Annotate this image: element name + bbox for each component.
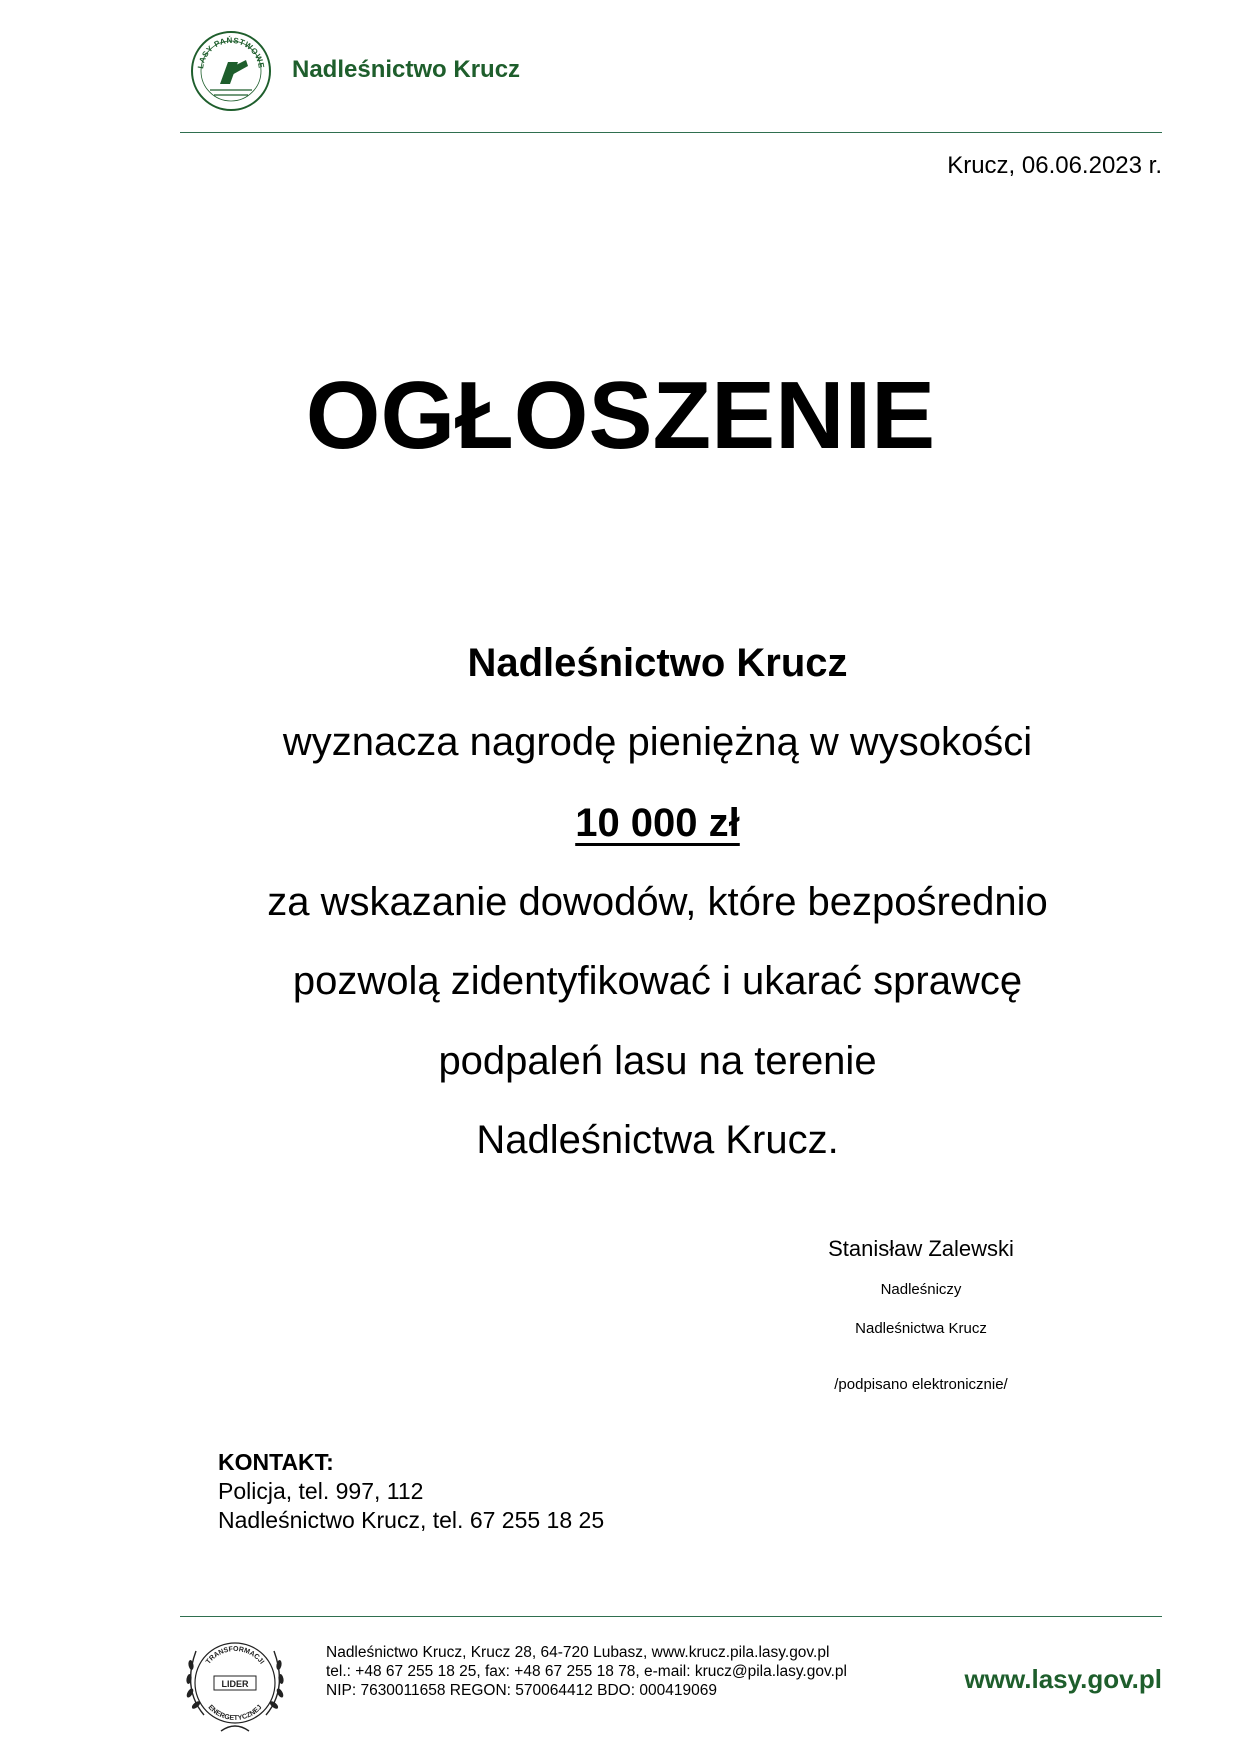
energy-transformation-leader-emblem: [176, 1623, 294, 1741]
lasy-panstwowe-logo: [190, 30, 272, 112]
announcement-org: Nadleśnictwo Krucz: [467, 641, 848, 685]
svg-text:LIDER: LIDER: [221, 1679, 249, 1689]
announcement-line-2: za wskazanie dowodów, które bezpośrednio: [267, 880, 1048, 924]
announcement-line-4: podpaleń lasu na terenie: [438, 1039, 877, 1083]
announcement-line-3: pozwolą zidentyfikować i ukarać sprawcę: [292, 959, 1023, 1003]
footer-divider: [180, 1616, 1162, 1617]
contact-block: [218, 1448, 604, 1535]
reward-amount: 10 000 zł: [575, 801, 740, 845]
announcement-line-5: Nadleśnictwa Krucz.: [476, 1118, 839, 1162]
signature-note: /podpisano elektronicznie/: [834, 1376, 1008, 1393]
header-org-name: Nadleśnictwo Krucz: [292, 56, 521, 83]
svg-text:ENERGETYCZNEJ: ENERGETYCZNEJ: [206, 1703, 264, 1723]
footer-registry-numbers: NIP: 7630011658 REGON: 570064412 BDO: 000419069: [326, 1682, 717, 1699]
signatory-name: Stanisław Zalewski: [828, 1236, 1014, 1261]
svg-text:LASY PAŃSTWOWE: LASY PAŃSTWOWE: [196, 35, 266, 70]
announcement-line-1: wyznacza nagrodę pieniężną w wysokości: [282, 720, 1033, 764]
document-date: Krucz, 06.06.2023 r.: [947, 152, 1162, 179]
contact-title: KONTAKT:: [218, 1449, 334, 1475]
header-divider: [180, 132, 1162, 133]
signatory-role: Nadleśniczy: [880, 1281, 962, 1298]
footer-address: Nadleśnictwo Krucz, Krucz 28, 64-720 Lubasz, www.krucz.pila.lasy.gov.pl: [326, 1644, 830, 1661]
page-title: OGŁOSZENIE: [305, 362, 936, 469]
contact-police: Policja, tel. 997, 112: [218, 1478, 424, 1504]
signatory-unit: Nadleśnictwa Krucz: [855, 1320, 987, 1337]
contact-office: Nadleśnictwo Krucz, tel. 67 255 18 25: [218, 1507, 605, 1533]
footer-address-block: [326, 1643, 847, 1700]
svg-text:TRANSFORMACJI: TRANSFORMACJI: [205, 1645, 266, 1666]
footer-phone-email: tel.: +48 67 255 18 25, fax: +48 67 255 18 78, e-mail: krucz@pila.lasy.gov.pl: [326, 1663, 847, 1680]
footer-website-link[interactable]: www.lasy.gov.pl: [964, 1664, 1162, 1694]
